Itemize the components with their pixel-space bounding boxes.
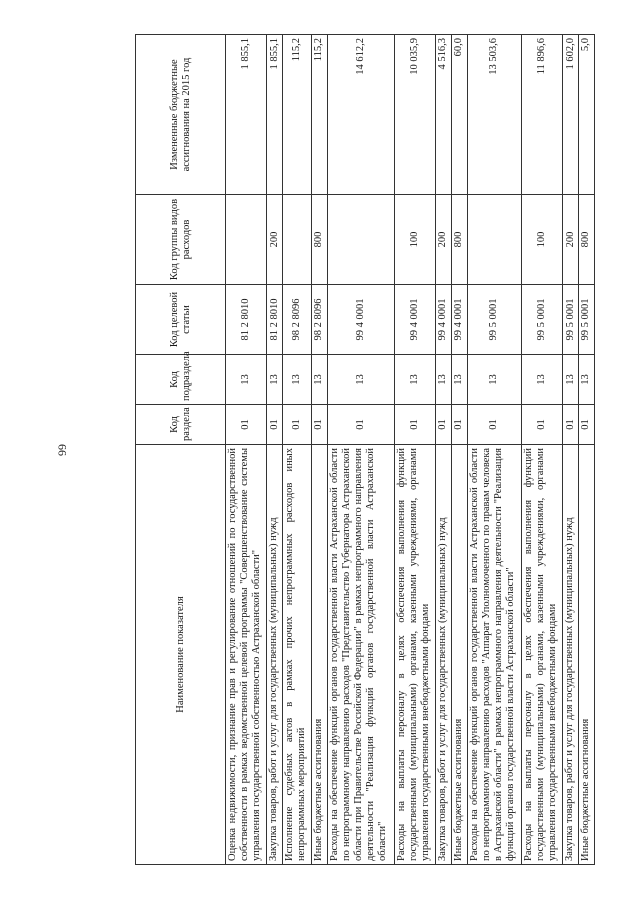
row-amount: 60,0 (451, 35, 467, 195)
header-group: Код группы видов расходов (136, 195, 226, 285)
row-group: 200 (563, 195, 579, 285)
table-row (283, 35, 312, 865)
table-row (394, 35, 435, 865)
row-section: 01 (283, 405, 312, 445)
row-subsection: 13 (435, 355, 451, 405)
row-name: Иные бюджетные ассигнования (451, 445, 467, 865)
row-section: 01 (521, 405, 562, 445)
row-subsection: 13 (226, 355, 267, 405)
row-group (226, 195, 267, 285)
row-subsection: 13 (563, 355, 579, 405)
row-subsection: 13 (521, 355, 562, 405)
row-name: Расходы на выплаты персоналу в целях обеспечения выполнения функций государственными (муниципальными) органами, казенными учреждениями, органами управления государственными внебюджетными фондами (394, 445, 435, 865)
row-target: 99 5 0001 (467, 285, 521, 355)
row-amount: 14 612,2 (327, 35, 394, 195)
row-amount: 1 602,0 (563, 35, 579, 195)
row-name: Расходы на обеспечение функций органов государственной власти Астраханской области по непрограммному направлению расходов "Представительство Губернатора Астраханской области при Правительстве Российской Федерации" в рамках непрограммного направления деятельности "Реализация функций органов государственной власти Астраханской области" (327, 445, 394, 865)
row-target: 81 2 8010 (267, 285, 283, 355)
table-row (327, 35, 394, 865)
budget-table (135, 34, 595, 865)
row-name: Иные бюджетные ассигнования (311, 445, 327, 865)
row-amount: 13 503,6 (467, 35, 521, 195)
row-target: 81 2 8010 (226, 285, 267, 355)
table-row (226, 35, 267, 865)
row-amount: 5,0 (578, 35, 594, 195)
table-row (435, 35, 451, 865)
table-row (451, 35, 467, 865)
row-target: 99 4 0001 (451, 285, 467, 355)
row-amount: 115,2 (283, 35, 312, 195)
row-subsection: 13 (467, 355, 521, 405)
row-amount: 10 035,9 (394, 35, 435, 195)
header-name: Наименование показателя (136, 445, 226, 865)
header-target: Код целевой статьи (136, 285, 226, 355)
row-amount: 115,2 (311, 35, 327, 195)
row-target: 99 5 0001 (521, 285, 562, 355)
row-section: 01 (311, 405, 327, 445)
row-name: Расходы на выплаты персоналу в целях обеспечения выполнения функций государственными (муниципальными) органами, казенными учреждениями, органами управления государственными внебюджетными фондами (521, 445, 562, 865)
row-amount: 4 516,3 (435, 35, 451, 195)
row-section: 01 (451, 405, 467, 445)
row-section: 01 (327, 405, 394, 445)
row-section: 01 (394, 405, 435, 445)
row-target: 99 5 0001 (578, 285, 594, 355)
row-section: 01 (578, 405, 594, 445)
row-name: Закупка товаров, работ и услуг для государственных (муниципальных) нужд (267, 445, 283, 865)
table-row (521, 35, 562, 865)
row-group: 800 (451, 195, 467, 285)
row-target: 98 2 8096 (311, 285, 327, 355)
header-section: Код раздела (136, 405, 226, 445)
row-target: 99 4 0001 (435, 285, 451, 355)
row-section: 01 (563, 405, 579, 445)
row-section: 01 (435, 405, 451, 445)
row-subsection: 13 (267, 355, 283, 405)
row-target: 99 4 0001 (394, 285, 435, 355)
row-group: 100 (521, 195, 562, 285)
table-row (267, 35, 283, 865)
row-name: Оценка недвижимости, признание прав и регулирование отношений по государственной собственности в рамках ведомственной целевой программы "Совершенствование системы управления государственной собственностью Астраханской области" (226, 445, 267, 865)
row-name: Исполнение судебных актов в рамках прочих непрограммных расходов иных непрограммных мероприятий (283, 445, 312, 865)
row-subsection: 13 (311, 355, 327, 405)
row-section: 01 (467, 405, 521, 445)
row-section: 01 (226, 405, 267, 445)
row-group (467, 195, 521, 285)
row-subsection: 13 (327, 355, 394, 405)
row-subsection: 13 (578, 355, 594, 405)
row-subsection: 13 (394, 355, 435, 405)
row-name: Иные бюджетные ассигнования (578, 445, 594, 865)
table-row (563, 35, 579, 865)
row-group (327, 195, 394, 285)
row-amount: 1 855,1 (267, 35, 283, 195)
header-subsection: Код подраздела (136, 355, 226, 405)
table-header-row (136, 35, 226, 865)
rotated-table-container (135, 35, 595, 865)
row-target: 99 5 0001 (563, 285, 579, 355)
table-row (467, 35, 521, 865)
row-group: 200 (267, 195, 283, 285)
row-target: 99 4 0001 (327, 285, 394, 355)
table-row (311, 35, 327, 865)
row-name: Закупка товаров, работ и услуг для государственных (муниципальных) нужд (435, 445, 451, 865)
row-group (283, 195, 312, 285)
page-number: 66 (55, 444, 70, 456)
row-group: 200 (435, 195, 451, 285)
row-amount: 11 896,6 (521, 35, 562, 195)
row-name: Закупка товаров, работ и услуг для государственных (муниципальных) нужд (563, 445, 579, 865)
header-amount: Измененные бюджетные ассигнования на 2015 год (136, 35, 226, 195)
table-row (578, 35, 594, 865)
row-section: 01 (267, 405, 283, 445)
row-group: 800 (311, 195, 327, 285)
row-amount: 1 855,1 (226, 35, 267, 195)
row-group: 100 (394, 195, 435, 285)
row-group: 800 (578, 195, 594, 285)
row-subsection: 13 (451, 355, 467, 405)
row-target: 98 2 8096 (283, 285, 312, 355)
row-name: Расходы на обеспечение функций органов государственной власти Астраханской области по непрограммному направлению расходов "Аппарат Уполномоченного по правам человека в Астраханской области" в рамках непрограммного направления деятельности "Реализация функций органов государственной власти Астраханской области" (467, 445, 521, 865)
row-subsection: 13 (283, 355, 312, 405)
